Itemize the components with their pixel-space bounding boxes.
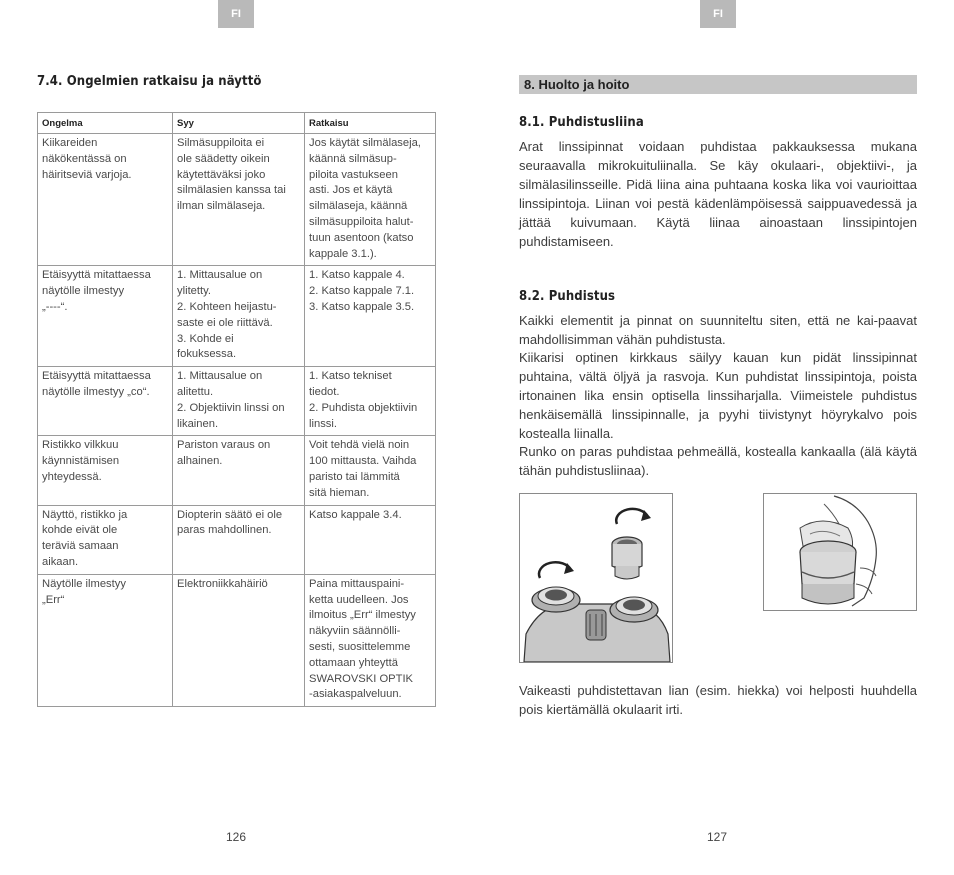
cause-cell: 1. Mittausalue on ylitetty. 2. Kohteen heijastu- saste ei ole riittävä. 3. Kohde ei fokuksessa.	[173, 266, 305, 367]
troubleshooting-table	[37, 112, 436, 707]
cause-cell: Diopterin säätö ei ole paras mahdollinen.	[173, 505, 305, 574]
solution-cell: 1. Katso kappale 4. 2. Katso kappale 7.1. 3. Katso kappale 3.5.	[305, 266, 436, 367]
column-header-problem: Ongelma	[38, 113, 173, 134]
problem-cell: Kiikareiden näkökentässä on häiritseviä varjoja.	[38, 134, 173, 266]
cleaning-paragraph-3: Runko on paras puhdistaa pehmeällä, kostealla kankaalla (älä käytä tähän puhdistusliinaa).	[519, 444, 917, 478]
solution-cell: Katso kappale 3.4.	[305, 505, 436, 574]
binocular-eyepieces-drawing	[520, 494, 672, 662]
problem-cell: Ristikko vilkkuu käynnistämisen yhteydessä.	[38, 436, 173, 505]
solution-cell: Jos käytät silmälaseja, käännä silmäsup- piloita vastukseen asti. Jos et käytä silmälaseja, käännä silmäsuppiloita halut- tuun asentoon (katso kappale 3.1.).	[305, 134, 436, 266]
solution-cell: Voit tehdä vielä noin 100 mittausta. Vaihda paristo tai lämmitä sitä hieman.	[305, 436, 436, 505]
problem-cell: Etäisyyttä mitattaessa näytölle ilmestyy „----“.	[38, 266, 173, 367]
language-tab-left	[218, 0, 254, 28]
cleaning-paragraph-2: Kiikarisi optinen kirkkaus säilyy kauan kun pidät linssipinnat puhtaina, vältä öljyä ja rasvoja. Kun puhdistat linssipintoja, poista irtonainen lika ensin optisella linssiharjalla. Viimeistele puhdistus henkäisemällä linssipinnalle, ja pyyhi tiivistynyt höyrykalvo pois kostealla liinalla.	[519, 350, 917, 441]
table-row	[38, 574, 436, 706]
section-title-bar: 8. Huolto ja hoito	[519, 75, 917, 94]
table-row	[38, 505, 436, 574]
cloth-cleaning-illustration	[763, 493, 917, 611]
language-tab-right-label: FI	[713, 8, 723, 20]
language-tab-right	[700, 0, 736, 28]
problem-cell: Näytölle ilmestyy „Err“	[38, 574, 173, 706]
column-header-solution: Ratkaisu	[305, 113, 436, 134]
problem-cell: Näyttö, ristikko ja kohde eivät ole teräviä samaan aikaan.	[38, 505, 173, 574]
problem-cell: Etäisyyttä mitattaessa näytölle ilmestyy „co“.	[38, 367, 173, 436]
table-row	[38, 367, 436, 436]
table-row	[38, 266, 436, 367]
page-number-right: 127	[707, 830, 728, 844]
cause-cell: Silmäsuppiloita ei ole säädetty oikein käytettäväksi joko silmälasien kanssa tai ilman silmälaseja.	[173, 134, 305, 266]
figure-caption-paragraph: Vaikeasti puhdistettavan lian (esim. hiekka) voi helposti huuhdella pois kiertämällä okulaarit irti.	[519, 683, 917, 717]
hand-cleaning-drawing	[764, 494, 916, 610]
cleaning-heading: 8.2. Puhdistus	[519, 289, 616, 304]
solution-cell: 1. Katso tekniset tiedot. 2. Puhdista objektiivin linssi.	[305, 367, 436, 436]
page-number-left: 126	[226, 830, 247, 844]
eyepiece-removal-illustration	[519, 493, 673, 663]
solution-cell: Paina mittauspaini- ketta uudelleen. Jos ilmoitus „Err“ ilmestyy näkyviin säännölli- sesti, suosittelemme ottamaan yhteyttä SWAROVSKI OPTIK -asiakaspalveluun.	[305, 574, 436, 706]
table-row	[38, 436, 436, 505]
cleaning-cloth-paragraph: Arat linssipinnat voidaan puhdistaa pakkauksessa mukana seuraavalla mikrokuituliinalla. Se käy okulaari-, objektiivi-, ja silmälasilinsseille. Pidä liina aina puhtaana koska lika voi vaurioittaa linssipintoja. Liinan voi pestä kädenlämpöisessä saippuavedessä ja jättää kuivumaan. Käytä liinaa ainoastaan linssipintojen puhdistamiseen.	[519, 139, 917, 249]
table-row	[38, 134, 436, 266]
cause-cell: Pariston varaus on alhainen.	[173, 436, 305, 505]
cause-cell: 1. Mittausalue on alitettu. 2. Objektiivin linssi on likainen.	[173, 367, 305, 436]
cleaning-cloth-heading: 8.1. Puhdistusliina	[519, 115, 644, 130]
troubleshooting-heading: 7.4. Ongelmien ratkaisu ja näyttö	[37, 74, 262, 89]
column-header-cause: Syy	[173, 113, 305, 134]
cleaning-paragraph-1: Kaikki elementit ja pinnat on suunniteltu siten, että ne kai-paavat mahdollisimman vähän puhdistusta.	[519, 313, 917, 347]
table-header-row	[38, 113, 436, 134]
language-tab-left-label: FI	[231, 8, 241, 20]
cause-cell: Elektroniikkahäiriö	[173, 574, 305, 706]
